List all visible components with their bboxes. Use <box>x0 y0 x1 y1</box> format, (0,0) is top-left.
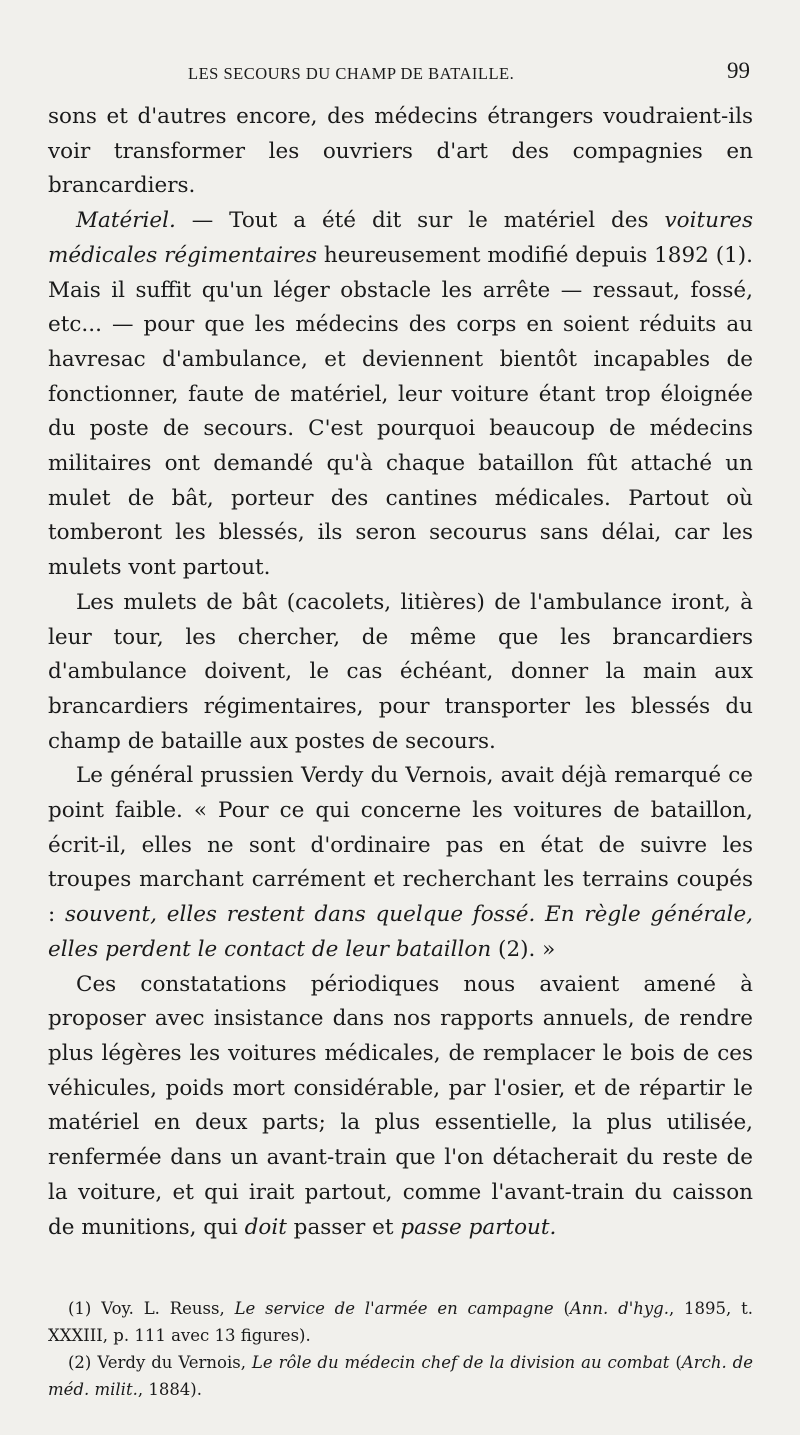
footnote-2-text-a: (2) Verdy du Vernois, <box>68 1353 252 1372</box>
paragraph-4-text-b: (2). » <box>491 936 556 962</box>
paragraph-5-emphasis-doit: doit <box>244 1214 287 1240</box>
paragraph-verdy <box>48 759 753 967</box>
paragraph-1-text: sons et d'autres encore, des médecins étrangers voudraient-ils voir transformer les ouvriers d'art des compagnies en brancardiers. <box>48 104 753 199</box>
paragraph-materiel <box>48 204 753 586</box>
page-header <box>48 58 752 90</box>
paragraph-5-text-a: Ces constatations périodiques nous avaient amené à proposer avec insistance dans nos rapports annuels, de rendre plus légères les voitures médicales, de remplacer le bois de ces véhicules, poids mort considérable, par l'osier, et de répartir le matériel en deux parts; la plus essentielle, la plus utilisée, renfermée dans un avant-train que l'on détacherait du reste de la voiture, et qui irait partout, comme l'avant-train du caisson de munitions, qui <box>48 971 753 1240</box>
section-lead-materiel: Matériel. <box>76 208 176 234</box>
paragraph-1 <box>48 100 753 204</box>
paragraph-4-text-a: Le général prussien Verdy du Vernois, avait déjà remarqué ce point faible. « Pour ce qui concerne les voitures de bataillon, écrit-il, elles ne sont d'ordinaire pas en état de suivre les troupes marchant carrément et recherchant les terrains coupés : <box>48 763 753 928</box>
footnote-2-journal: Arch. de méd. milit. <box>48 1353 753 1399</box>
paragraph-2-emphasis: voitures médicales régimentaires <box>48 208 753 268</box>
footnote-2-text-b: ( <box>669 1353 682 1372</box>
page-number: 99 <box>727 58 750 83</box>
footnote-2 <box>48 1349 753 1403</box>
paragraph-2-text-b: heureusement modifié depuis 1892 (1). Mais il suffit qu'un léger obstacle les arrête — ressaut, fossé, etc... — pour que les médecins des corps en soient réduits au havresac d'ambulance, et deviennent bientôt incapables de fonctionner, faute de matériel, leur voiture étant trop éloignée du poste de secours. C'est pourquoi beaucoup de médecins militaires ont demandé qu'à chaque bataillon fût attaché un mulet de bât, porteur des cantines médicales. Partout où tomberont les blessés, ils seron secourus sans délai, car les mulets vont partout. <box>48 242 753 581</box>
paragraph-constatations <box>48 968 753 1246</box>
footnote-1-text-c: , 1895, t. XXXIII, p. 111 avec 13 figures). <box>48 1299 753 1345</box>
paragraph-5-text-b: passer et <box>286 1214 401 1240</box>
footnote-1-text-b: ( <box>553 1299 570 1318</box>
footnote-2-text-c: , 1884). <box>137 1380 202 1399</box>
paragraph-2-text-a: — Tout a été dit sur le matériel des <box>175 208 665 234</box>
running-title: LES SECOURS DU CHAMP DE BATAILLE. <box>188 64 515 83</box>
footnote-1-title: Le service de l'armée en campagne <box>234 1299 554 1318</box>
paragraph-3-text: Les mulets de bât (cacolets, litières) de l'ambulance iront, à leur tour, les chercher, de même que les brancardiers d'ambulance doivent, le cas échéant, donner la main aux brancardiers régimentaires, pour transporter les blessés du champ de bataille aux postes de secours. <box>48 589 753 754</box>
paragraph-4-quote-emphasis: souvent, elles restent dans quelque fossé. En règle générale, elles perdent le contact de leur bataillon <box>48 902 753 962</box>
paragraph-5-emphasis-partout: passe partout. <box>400 1214 557 1240</box>
footnote-1-text-a: (1) Voy. L. Reuss, <box>68 1299 235 1318</box>
footnote-1 <box>48 1295 753 1349</box>
footnotes <box>48 1295 753 1403</box>
footnote-1-journal: Ann. d'hyg. <box>569 1299 669 1318</box>
paragraph-mulets <box>48 586 753 760</box>
body-text <box>48 100 753 1245</box>
footnote-2-title: Le rôle du médecin chef de la division au combat <box>251 1353 670 1372</box>
